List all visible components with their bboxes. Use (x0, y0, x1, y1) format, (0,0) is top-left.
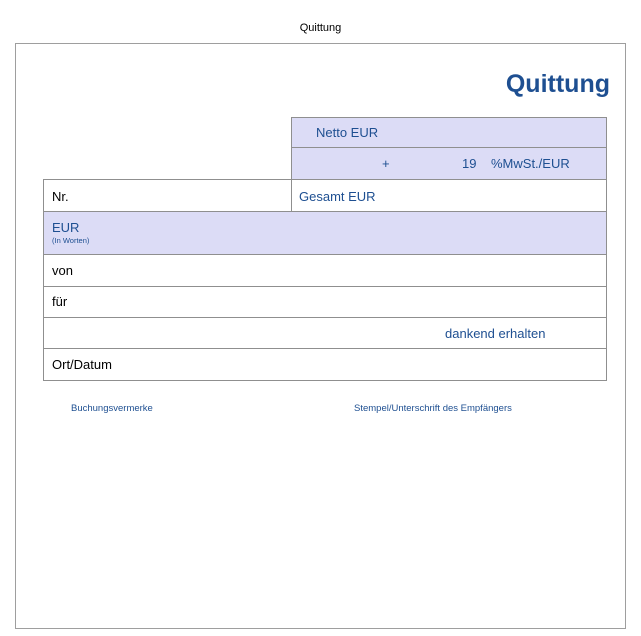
divider (291, 117, 607, 118)
gesamt-label: Gesamt EUR (299, 189, 376, 204)
booking-notes-label: Buchungsvermerke (71, 403, 153, 414)
divider (43, 211, 607, 212)
divider (43, 179, 607, 180)
fuer-label: für (52, 294, 68, 309)
received-label: dankend erhalten (445, 326, 546, 341)
divider (43, 179, 44, 381)
divider (43, 317, 607, 318)
vat-label: %MwSt./EUR (491, 156, 570, 171)
receipt-title: Quittung (505, 70, 610, 98)
netto-label: Netto EUR (316, 125, 379, 140)
divider (291, 117, 292, 212)
divider (43, 348, 607, 349)
stamp-signature-label: Stempel/Unterschrift des Empfängers (354, 403, 512, 414)
divider (43, 380, 607, 381)
nr-label: Nr. (52, 189, 69, 204)
vat-rate: 19 (462, 156, 477, 171)
von-label: von (52, 263, 73, 278)
eur-words-label: EUR (52, 220, 80, 235)
divider (43, 254, 607, 255)
document-title: Quittung (299, 22, 342, 34)
words-row-fill (43, 212, 607, 254)
plus-sign: + (382, 156, 390, 171)
divider (291, 147, 607, 148)
divider (43, 286, 607, 287)
eur-words-sublabel: (In Worten) (52, 236, 90, 245)
divider (606, 117, 607, 381)
place-date-label: Ort/Datum (52, 357, 112, 372)
